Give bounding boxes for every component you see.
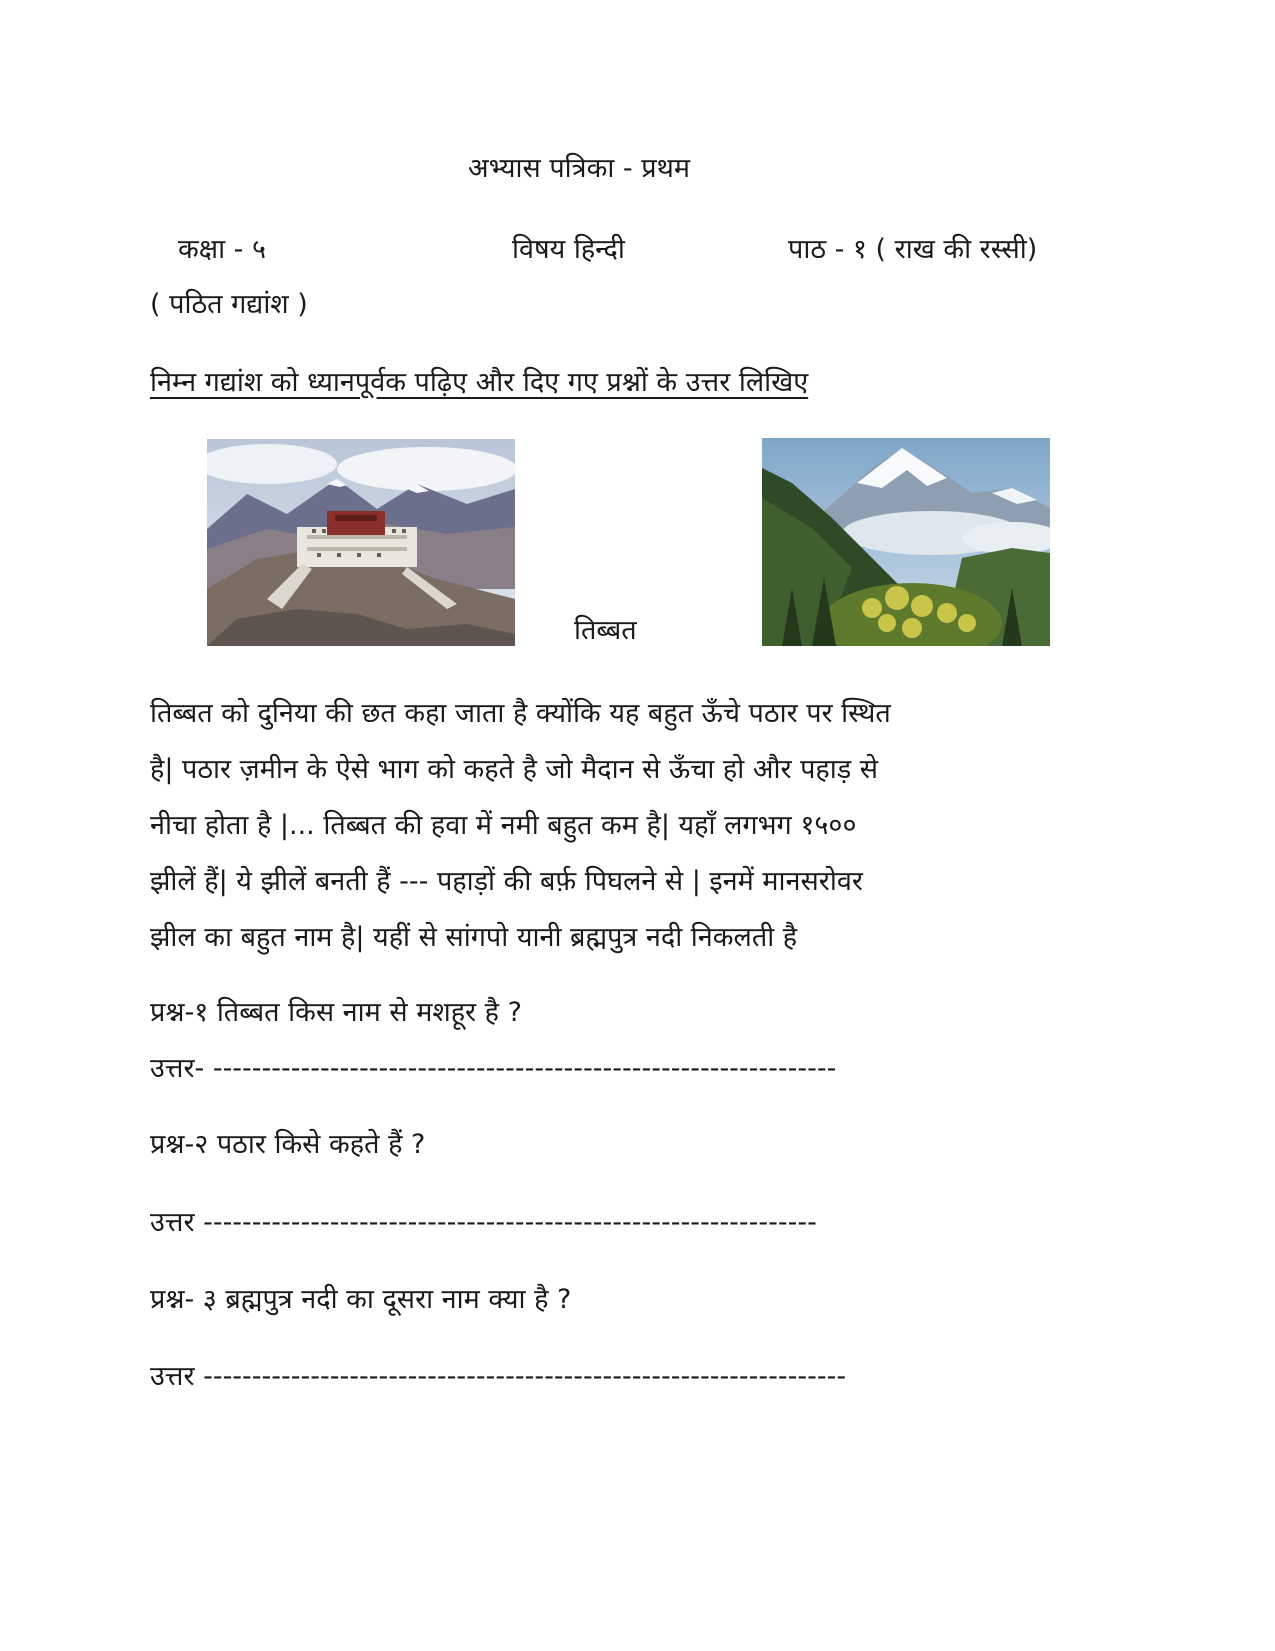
instruction-heading: निम्न गद्यांश को ध्यानपूर्वक पढ़िए और दिए गए प्रश्नों के उत्तर लिखिए	[150, 367, 809, 398]
question-1: प्रश्न-१ तिब्बत किस नाम से मशहूर है ?	[150, 997, 522, 1028]
answer-line-3[interactable]: उत्तर ------------------------------------------------------------------	[150, 1361, 847, 1392]
snow-mountain-photo	[762, 438, 1050, 646]
reading-passage	[150, 686, 1110, 966]
potala-palace-icon	[207, 439, 515, 646]
answer-line-1[interactable]: उत्तर- ----------------------------------------------------------------	[150, 1053, 837, 1084]
passage-line: तिब्बत को दुनिया की छत कहा जाता है क्योंकि यह बहुत ऊँचे पठार पर स्थित	[150, 698, 891, 729]
passage-line: झील का बहुत नाम है| यहीं से सांगपो यानी ब्रह्मपुत्र नदी निकलती है	[150, 922, 798, 953]
snow-mountain-icon	[762, 438, 1050, 646]
passage-line: झीलें हैं| ये झीलें बनती हैं --- पहाड़ों की बर्फ़ पिघलने से | इनमें मानसरोवर	[150, 866, 863, 897]
question-2: प्रश्न-२ पठार किसे कहते हैं ?	[150, 1129, 426, 1160]
info-row	[0, 233, 1275, 267]
section-label: ( पठित गद्यांश )	[150, 289, 308, 320]
lesson-label: पाठ - १ ( राख की रस्सी)	[788, 234, 1038, 265]
page-title: अभ्यास पत्रिका - प्रथम	[468, 153, 690, 184]
question-3: प्रश्न- ३ ब्रह्मपुत्र नदी का दूसरा नाम क्या है ?	[150, 1284, 572, 1315]
subject-label: विषय हिन्दी	[512, 234, 625, 265]
passage-line: है| पठार ज़मीन के ऐसे भाग को कहते है जो मैदान से ऊँचा हो और पहाड़ से	[150, 754, 879, 785]
passage-line: नीचा होता है |... तिब्बत की हवा में नमी बहुत कम है| यहाँ लगभग १५००	[150, 810, 857, 841]
class-label: कक्षा - ५	[178, 234, 267, 265]
potala-palace-photo	[207, 439, 515, 646]
answer-line-2[interactable]: उत्तर ---------------------------------------------------------------	[150, 1207, 817, 1238]
image-caption: तिब्बत	[574, 615, 637, 646]
